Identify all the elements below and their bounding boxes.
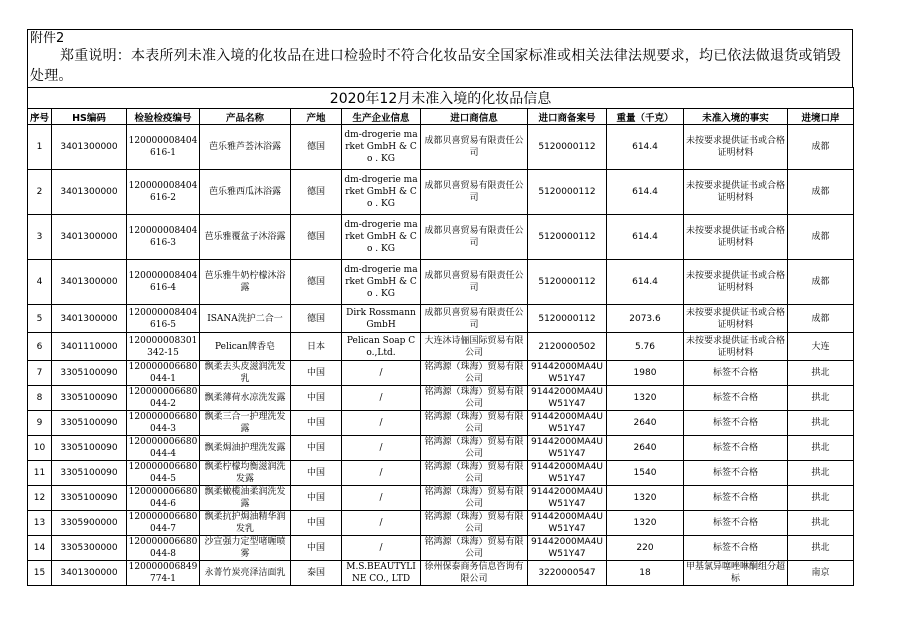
hs-code-cell: 3305300000 — [52, 536, 127, 561]
weight-cell: 614.4 — [607, 170, 684, 215]
weight-cell: 2640 — [607, 411, 684, 436]
row-number-cell: 10 — [28, 436, 52, 461]
entry-port-cell: 成都 — [788, 125, 854, 170]
column-header: HS编码 — [52, 109, 127, 125]
manufacturer-cell: dm-drogerie market GmbH & Co . KG — [342, 125, 421, 170]
entry-port-cell: 成都 — [788, 305, 854, 333]
origin-cell: 德国 — [291, 125, 342, 170]
row-number-cell: 2 — [28, 170, 52, 215]
entry-port-cell: 拱北 — [788, 536, 854, 561]
table-row — [28, 260, 854, 305]
manufacturer-cell: / — [342, 536, 421, 561]
importer-cell: 徐州保泰商务信息咨询有限公司 — [421, 561, 528, 586]
weight-cell: 614.4 — [607, 260, 684, 305]
inspection-number-cell: 120000008301342-15 — [127, 333, 200, 361]
rejection-reason-cell: 标签不合格 — [684, 511, 788, 536]
row-number-cell: 15 — [28, 561, 52, 586]
weight-cell: 1320 — [607, 486, 684, 511]
manufacturer-cell: M.S.BEAUTYLINE CO., LTD — [342, 561, 421, 586]
product-name-cell: 芭乐雅覆盆子沐浴露 — [200, 215, 291, 260]
table-row — [28, 411, 854, 436]
importer-cell: 铭鸿源（珠海）贸易有限公司 — [421, 486, 528, 511]
origin-cell: 中国 — [291, 536, 342, 561]
weight-cell: 18 — [607, 561, 684, 586]
column-header: 未准入境的事实 — [684, 109, 788, 125]
entry-port-cell: 拱北 — [788, 411, 854, 436]
row-number-cell: 8 — [28, 386, 52, 411]
manufacturer-cell: dm-drogerie market GmbH & Co . KG — [342, 260, 421, 305]
weight-cell: 2640 — [607, 436, 684, 461]
origin-cell: 中国 — [291, 461, 342, 486]
hs-code-cell: 3305100090 — [52, 361, 127, 386]
manufacturer-cell: / — [342, 436, 421, 461]
inspection-number-cell: 120000006680044-5 — [127, 461, 200, 486]
table-row — [28, 305, 854, 333]
product-name-cell: 飘柔三合一护理洗发露 — [200, 411, 291, 436]
entry-port-cell: 拱北 — [788, 361, 854, 386]
origin-cell: 中国 — [291, 436, 342, 461]
importer-cell: 铭鸿源（珠海）贸易有限公司 — [421, 536, 528, 561]
column-header: 进口商备案号 — [528, 109, 607, 125]
importer-cell: 大连沐诗俪国际贸易有限公司 — [421, 333, 528, 361]
rejection-reason-cell: 标签不合格 — [684, 536, 788, 561]
importer-cell: 铭鸿源（珠海）贸易有限公司 — [421, 461, 528, 486]
importer-cell: 铭鸿源（珠海）贸易有限公司 — [421, 436, 528, 461]
weight-cell: 1540 — [607, 461, 684, 486]
product-name-cell: 沙宣强力定型啫喱喷雾 — [200, 536, 291, 561]
table-row — [28, 436, 854, 461]
table-row — [28, 561, 854, 586]
rejection-reason-cell: 标签不合格 — [684, 436, 788, 461]
row-number-cell: 12 — [28, 486, 52, 511]
product-name-cell: 飘柔抗护焗油精华润发乳 — [200, 511, 291, 536]
header-row — [28, 109, 854, 125]
inspection-number-cell: 120000006680044-8 — [127, 536, 200, 561]
origin-cell: 中国 — [291, 411, 342, 436]
table-row — [28, 215, 854, 260]
inspection-number-cell: 120000008404616-4 — [127, 260, 200, 305]
rejection-reason-cell: 未按要求提供证书或合格证明材料 — [684, 215, 788, 260]
manufacturer-cell: / — [342, 361, 421, 386]
manufacturer-cell: / — [342, 411, 421, 436]
inspection-number-cell: 120000008404616-5 — [127, 305, 200, 333]
importer-registration-cell: 91442000MA4UW51Y47 — [528, 436, 607, 461]
row-number-cell: 6 — [28, 333, 52, 361]
hs-code-cell: 3401300000 — [52, 170, 127, 215]
importer-registration-cell: 91442000MA4UW51Y47 — [528, 386, 607, 411]
weight-cell: 1320 — [607, 386, 684, 411]
row-number-cell: 7 — [28, 361, 52, 386]
table-row — [28, 511, 854, 536]
importer-registration-cell: 2120000502 — [528, 333, 607, 361]
manufacturer-cell: / — [342, 386, 421, 411]
row-number-cell: 14 — [28, 536, 52, 561]
product-name-cell: 飘柔去头皮滋润洗发乳 — [200, 361, 291, 386]
weight-cell: 614.4 — [607, 125, 684, 170]
importer-registration-cell: 5120000112 — [528, 215, 607, 260]
origin-cell: 德国 — [291, 260, 342, 305]
manufacturer-cell: / — [342, 461, 421, 486]
row-number-cell: 1 — [28, 125, 52, 170]
importer-cell: 成都贝喜贸易有限责任公司 — [421, 125, 528, 170]
origin-cell: 中国 — [291, 511, 342, 536]
manufacturer-cell: Dirk Rossmann GmbH — [342, 305, 421, 333]
importer-registration-cell: 5120000112 — [528, 260, 607, 305]
origin-cell: 德国 — [291, 215, 342, 260]
hs-code-cell: 3401300000 — [52, 125, 127, 170]
hs-code-cell: 3305100090 — [52, 461, 127, 486]
product-name-cell: 永菁竹炭亮泽洁面乳 — [200, 561, 291, 586]
entry-port-cell: 大连 — [788, 333, 854, 361]
importer-cell: 成都贝喜贸易有限责任公司 — [421, 305, 528, 333]
table-row — [28, 461, 854, 486]
hs-code-cell: 3305100090 — [52, 386, 127, 411]
column-header: 检验检疫编号 — [127, 109, 200, 125]
importer-cell: 铭鸿源（珠海）贸易有限公司 — [421, 386, 528, 411]
entry-port-cell: 拱北 — [788, 436, 854, 461]
product-name-cell: 飘柔焗油护理洗发露 — [200, 436, 291, 461]
rejection-reason-cell: 未按要求提供证书或合格证明材料 — [684, 170, 788, 215]
hs-code-cell: 3305100090 — [52, 411, 127, 436]
inspection-number-cell: 120000006680044-2 — [127, 386, 200, 411]
manufacturer-cell: dm-drogerie market GmbH & Co . KG — [342, 170, 421, 215]
hs-code-cell: 3305100090 — [52, 486, 127, 511]
table-title: 2020年12月未准入境的化妆品信息 — [28, 88, 854, 109]
column-header: 产品名称 — [200, 109, 291, 125]
importer-registration-cell: 91442000MA4UW51Y47 — [528, 486, 607, 511]
hs-code-cell: 3305100090 — [52, 436, 127, 461]
row-number-cell: 11 — [28, 461, 52, 486]
origin-cell: 中国 — [291, 386, 342, 411]
importer-registration-cell: 5120000112 — [528, 125, 607, 170]
rejection-reason-cell: 未按要求提供证书或合格证明材料 — [684, 260, 788, 305]
manufacturer-cell: dm-drogerie market GmbH & Co . KG — [342, 215, 421, 260]
hs-code-cell: 3305900000 — [52, 511, 127, 536]
importer-cell: 铭鸿源（珠海）贸易有限公司 — [421, 361, 528, 386]
row-number-cell: 9 — [28, 411, 52, 436]
rejection-reason-cell: 标签不合格 — [684, 411, 788, 436]
entry-port-cell: 拱北 — [788, 461, 854, 486]
entry-port-cell: 成都 — [788, 170, 854, 215]
column-header: 产地 — [291, 109, 342, 125]
column-header: 进口商信息 — [421, 109, 528, 125]
product-name-cell: 芭乐雅西瓜沐浴露 — [200, 170, 291, 215]
table-row — [28, 361, 854, 386]
importer-registration-cell: 91442000MA4UW51Y47 — [528, 361, 607, 386]
importer-registration-cell: 91442000MA4UW51Y47 — [528, 411, 607, 436]
importer-cell: 成都贝喜贸易有限责任公司 — [421, 170, 528, 215]
weight-cell: 1320 — [607, 511, 684, 536]
table-row — [28, 386, 854, 411]
importer-cell: 成都贝喜贸易有限责任公司 — [421, 260, 528, 305]
origin-cell: 德国 — [291, 305, 342, 333]
column-header: 生产企业信息 — [342, 109, 421, 125]
notice-text: 郑重说明：本表所列未准入境的化妆品在进口检验时不符合化妆品安全国家标准或相关法律法规要求，均已依法做退货或销毁处理。 — [27, 46, 853, 87]
inspection-number-cell: 120000006680044-7 — [127, 511, 200, 536]
manufacturer-cell: Pelican Soap Co.,Ltd. — [342, 333, 421, 361]
rejection-reason-cell: 标签不合格 — [684, 461, 788, 486]
weight-cell: 614.4 — [607, 215, 684, 260]
table-row — [28, 536, 854, 561]
row-number-cell: 4 — [28, 260, 52, 305]
origin-cell: 中国 — [291, 486, 342, 511]
row-number-cell: 3 — [28, 215, 52, 260]
weight-cell: 1980 — [607, 361, 684, 386]
inspection-number-cell: 120000008404616-3 — [127, 215, 200, 260]
origin-cell: 中国 — [291, 361, 342, 386]
importer-registration-cell: 5120000112 — [528, 305, 607, 333]
table-row — [28, 333, 854, 361]
importer-cell: 成都贝喜贸易有限责任公司 — [421, 215, 528, 260]
hs-code-cell: 3401300000 — [52, 305, 127, 333]
inspection-number-cell: 120000006680044-1 — [127, 361, 200, 386]
importer-registration-cell: 91442000MA4UW51Y47 — [528, 511, 607, 536]
rejection-reason-cell: 甲基氯异噻唑啉酮组分超标 — [684, 561, 788, 586]
inspection-number-cell: 120000006680044-4 — [127, 436, 200, 461]
importer-cell: 铭鸿源（珠海）贸易有限公司 — [421, 511, 528, 536]
attachment-label: 附件2 — [27, 29, 853, 46]
product-name-cell: Pelican牌香皂 — [200, 333, 291, 361]
weight-cell: 5.76 — [607, 333, 684, 361]
manufacturer-cell: / — [342, 511, 421, 536]
inspection-number-cell: 120000006680044-3 — [127, 411, 200, 436]
table-row — [28, 486, 854, 511]
origin-cell: 泰国 — [291, 561, 342, 586]
table-row — [28, 170, 854, 215]
importer-registration-cell: 91442000MA4UW51Y47 — [528, 536, 607, 561]
product-name-cell: ISANA洗护二合一 — [200, 305, 291, 333]
column-header: 序号 — [28, 109, 52, 125]
cosmetics-table — [27, 87, 854, 586]
importer-registration-cell: 5120000112 — [528, 170, 607, 215]
rejection-reason-cell: 未按要求提供证书或合格证明材料 — [684, 305, 788, 333]
product-name-cell: 飘柔薄荷水凉洗发露 — [200, 386, 291, 411]
rejection-reason-cell: 标签不合格 — [684, 486, 788, 511]
product-name-cell: 飘柔柠檬均衡滋润洗发露 — [200, 461, 291, 486]
rejection-reason-cell: 标签不合格 — [684, 386, 788, 411]
entry-port-cell: 成都 — [788, 215, 854, 260]
table-body — [28, 125, 854, 586]
entry-port-cell: 拱北 — [788, 386, 854, 411]
rejection-reason-cell: 未按要求提供证书或合格证明材料 — [684, 125, 788, 170]
rejection-reason-cell: 标签不合格 — [684, 361, 788, 386]
rejection-reason-cell: 未按要求提供证书或合格证明材料 — [684, 333, 788, 361]
inspection-number-cell: 120000006680044-6 — [127, 486, 200, 511]
entry-port-cell: 拱北 — [788, 511, 854, 536]
document-sheet — [27, 29, 853, 586]
inspection-number-cell: 120000006849774-1 — [127, 561, 200, 586]
entry-port-cell: 南京 — [788, 561, 854, 586]
inspection-number-cell: 120000008404616-2 — [127, 170, 200, 215]
weight-cell: 2073.6 — [607, 305, 684, 333]
column-header: 进境口岸 — [788, 109, 854, 125]
hs-code-cell: 3401300000 — [52, 260, 127, 305]
hs-code-cell: 3401300000 — [52, 561, 127, 586]
entry-port-cell: 拱北 — [788, 486, 854, 511]
column-header: 重量（千克） — [607, 109, 684, 125]
row-number-cell: 5 — [28, 305, 52, 333]
importer-cell: 铭鸿源（珠海）贸易有限公司 — [421, 411, 528, 436]
origin-cell: 德国 — [291, 170, 342, 215]
product-name-cell: 芭乐雅芦荟沐浴露 — [200, 125, 291, 170]
product-name-cell: 飘柔橄榄油柔润洗发露 — [200, 486, 291, 511]
importer-registration-cell: 91442000MA4UW51Y47 — [528, 461, 607, 486]
origin-cell: 日本 — [291, 333, 342, 361]
product-name-cell: 芭乐雅牛奶柠檬沐浴露 — [200, 260, 291, 305]
hs-code-cell: 3401110000 — [52, 333, 127, 361]
inspection-number-cell: 120000008404616-1 — [127, 125, 200, 170]
row-number-cell: 13 — [28, 511, 52, 536]
weight-cell: 220 — [607, 536, 684, 561]
importer-registration-cell: 3220000547 — [528, 561, 607, 586]
manufacturer-cell: / — [342, 486, 421, 511]
hs-code-cell: 3401300000 — [52, 215, 127, 260]
table-row — [28, 125, 854, 170]
entry-port-cell: 成都 — [788, 260, 854, 305]
